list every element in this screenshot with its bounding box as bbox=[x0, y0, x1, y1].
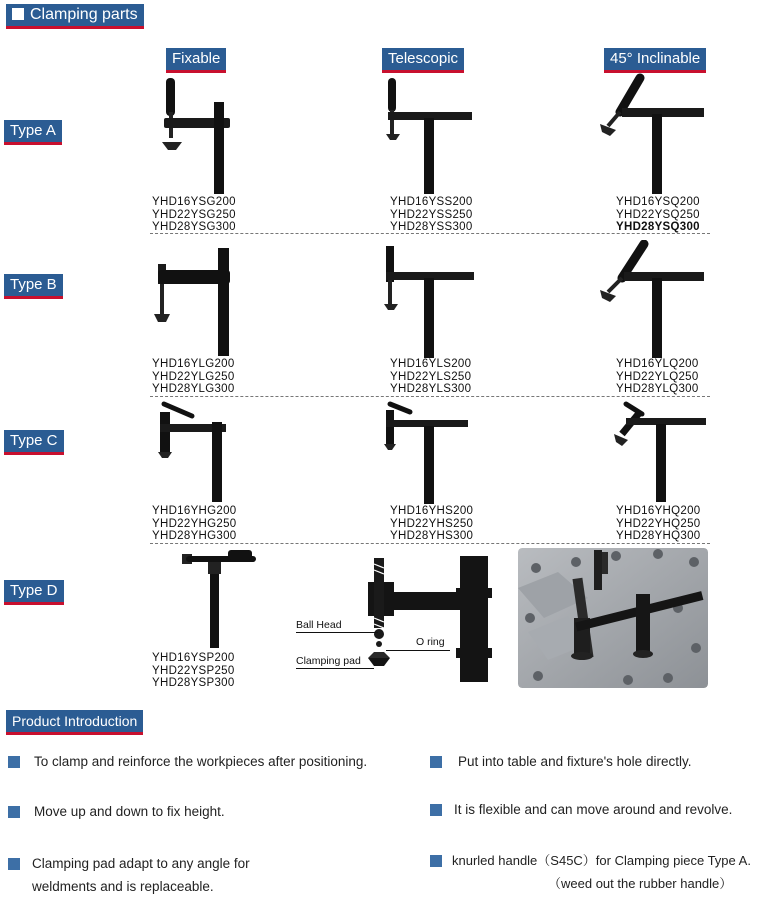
model-code: YHD28YHS300 bbox=[390, 530, 474, 542]
clamp-d-photo bbox=[518, 548, 708, 688]
intro-item: weldments and is replaceable. bbox=[32, 879, 214, 894]
divider bbox=[150, 233, 710, 234]
model-code: YHD22YLG250 bbox=[152, 370, 235, 383]
intro-item: To clamp and reinforce the workpieces after positioning. bbox=[34, 754, 368, 769]
type-b-label: Type B bbox=[4, 274, 63, 299]
model-code: YHD28YLG300 bbox=[152, 383, 235, 395]
model-code: YHD16YHG200 bbox=[152, 505, 237, 517]
model-code: YHD28YHQ300 bbox=[616, 530, 701, 542]
bullet-icon bbox=[430, 804, 442, 816]
column-header-telescopic: Telescopic bbox=[382, 48, 464, 73]
model-code: YHD28YLQ300 bbox=[616, 383, 699, 395]
ball-head-line bbox=[296, 632, 378, 633]
divider bbox=[150, 396, 710, 397]
clamp-c-telescopic-image bbox=[380, 398, 480, 504]
model-code: YHD22YSP250 bbox=[152, 664, 235, 677]
intro-item: Put into table and fixture's hole directly. bbox=[458, 754, 692, 769]
divider bbox=[150, 543, 710, 544]
model-code: YHD16YSP200 bbox=[152, 652, 235, 664]
intro-item: Move up and down to fix height. bbox=[34, 804, 225, 819]
checkbox-icon bbox=[12, 8, 24, 20]
column-header-inclinable: 45° Inclinable bbox=[604, 48, 706, 73]
clamping-pad-label: Clamping pad bbox=[296, 655, 361, 667]
clamping-pad-line bbox=[296, 668, 374, 669]
intro-item: Clamping pad adapt to any angle for bbox=[32, 856, 250, 871]
ball-head-label: Ball Head bbox=[296, 619, 342, 631]
intro-item: （weed out the rubber handle） bbox=[548, 876, 733, 891]
clamp-a-inclinable-image bbox=[598, 72, 708, 196]
o-ring-line bbox=[386, 650, 450, 651]
model-code: YHD22YLS250 bbox=[390, 370, 472, 383]
clamp-a-fixable-image bbox=[150, 72, 250, 196]
models-c-inclinable bbox=[616, 505, 700, 543]
o-ring-label: O ring bbox=[416, 636, 445, 648]
model-code: YHD16YSS200 bbox=[390, 196, 473, 208]
clamp-d-diagram bbox=[360, 552, 510, 684]
model-code: YHD16YSG200 bbox=[152, 196, 236, 208]
intro-title: Product Introduction bbox=[6, 710, 143, 735]
bullet-icon bbox=[430, 855, 442, 867]
clamp-b-fixable-image bbox=[150, 240, 250, 358]
models-d bbox=[152, 652, 235, 690]
model-code: YHD28YSS300 bbox=[390, 221, 473, 233]
column-header-fixable: Fixable bbox=[166, 48, 226, 73]
models-a-telescopic bbox=[390, 196, 473, 234]
type-c-label: Type C bbox=[4, 430, 64, 455]
models-b-fixable bbox=[152, 358, 235, 396]
clamp-b-inclinable-image bbox=[598, 240, 708, 358]
model-code: YHD16YHQ200 bbox=[616, 505, 701, 517]
model-code: YHD28YSG300 bbox=[152, 221, 236, 233]
bullet-icon bbox=[8, 756, 20, 768]
model-code: YHD16YSQ200 bbox=[616, 196, 700, 208]
clamp-c-inclinable-image bbox=[612, 398, 712, 504]
model-code: YHD22YHG250 bbox=[152, 517, 237, 530]
model-code: YHD28YSQ300 bbox=[616, 221, 700, 233]
type-a-label: Type A bbox=[4, 120, 62, 145]
models-b-telescopic bbox=[390, 358, 471, 396]
model-code: YHD22YSG250 bbox=[152, 208, 236, 221]
bullet-icon bbox=[8, 806, 20, 818]
models-b-inclinable bbox=[616, 358, 699, 396]
section-title-text: Clamping parts bbox=[30, 6, 138, 23]
model-code: YHD22YHQ250 bbox=[616, 517, 701, 530]
model-code: YHD16YLQ200 bbox=[616, 358, 699, 370]
type-d-label: Type D bbox=[4, 580, 64, 605]
model-code: YHD28YHG300 bbox=[152, 530, 237, 542]
model-code: YHD16YLS200 bbox=[390, 358, 472, 370]
model-code: YHD28YLS300 bbox=[390, 383, 472, 395]
intro-item: knurled handle（S45C）for Clamping piece Type A. bbox=[452, 853, 751, 868]
model-code: YHD22YSS250 bbox=[390, 208, 473, 221]
model-code: YHD22YLQ250 bbox=[616, 370, 699, 383]
models-a-inclinable bbox=[616, 196, 700, 234]
model-code: YHD22YSQ250 bbox=[616, 208, 700, 221]
intro-item: It is flexible and can move around and revolve. bbox=[454, 802, 733, 817]
model-code: YHD16YLG200 bbox=[152, 358, 235, 370]
model-code: YHD28YSP300 bbox=[152, 677, 235, 689]
clamp-a-telescopic-image bbox=[380, 74, 480, 198]
model-code: YHD22YHS250 bbox=[390, 517, 474, 530]
models-c-telescopic bbox=[390, 505, 473, 543]
section-title bbox=[6, 4, 144, 29]
bullet-icon bbox=[430, 756, 442, 768]
bullet-icon bbox=[8, 858, 20, 870]
model-code: YHD16YHS200 bbox=[390, 505, 474, 517]
models-c-fixable bbox=[152, 505, 236, 543]
clamp-b-telescopic-image bbox=[380, 240, 480, 358]
clamp-c-fixable-image bbox=[152, 398, 252, 504]
clamp-d-image bbox=[178, 546, 260, 650]
models-a-fixable bbox=[152, 196, 236, 234]
